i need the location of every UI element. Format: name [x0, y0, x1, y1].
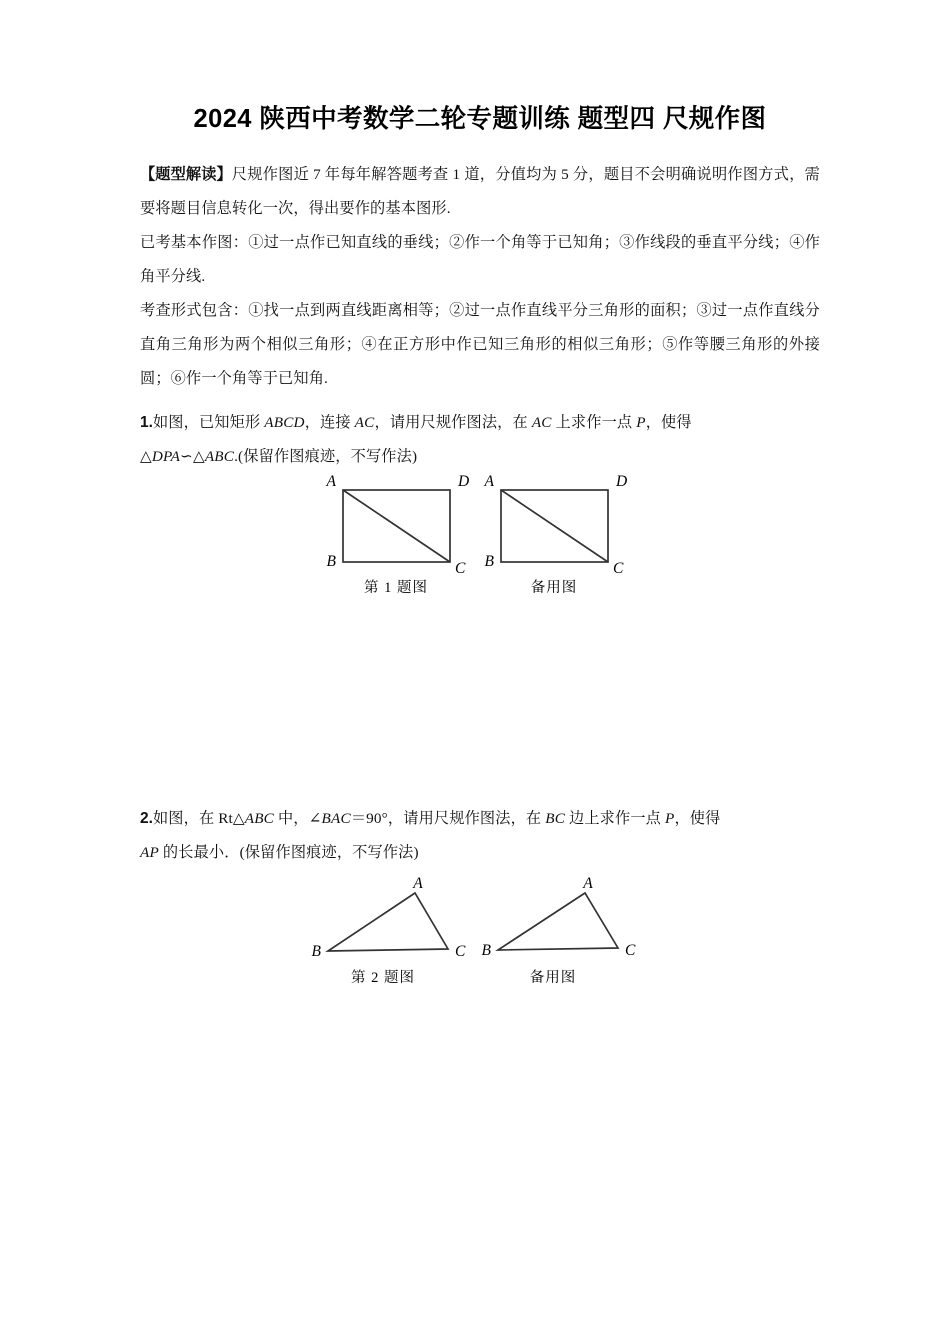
q2-figure-2	[482, 875, 636, 959]
intro-label: 【题型解读】	[140, 165, 232, 183]
q1-fig1-caption: 第 1 题图	[364, 579, 428, 596]
question-2-text-line2	[140, 836, 820, 870]
question-1-number: 1.	[140, 413, 153, 431]
q1-figure-2	[484, 474, 628, 577]
q1-triangle-dpa: △DPA	[140, 447, 181, 465]
q1-fig2-vertex-d: D	[616, 473, 628, 490]
q2-t1: 如图，在	[152, 809, 219, 827]
question-2-number: 2.	[140, 809, 153, 827]
q2-tail: 的长最小．(保留作图痕迹，不写作法)	[158, 843, 419, 861]
q2-fig1-vertex-c: C	[455, 942, 466, 960]
q2-fig2-vertex-a: A	[583, 874, 593, 892]
intro-paragraph-3: 考查形式包含：①找一点到两直线距离相等；②过一点作直线平分三角形的面积；③过一点作直线分直角三角形为两个相似三角形；④在正方形中作已知三角形的相似三角形；⑤作等腰三角形的外接圆；⑥作一个角等于已知角.	[140, 301, 820, 387]
q2-label-bc: BC	[545, 809, 566, 827]
q1-t1: 如图，已知矩形	[152, 413, 265, 431]
q2-t2: 中，	[274, 809, 309, 827]
q2-fig1-caption: 第 2 题图	[351, 969, 415, 986]
q1-label-p: P	[636, 413, 646, 431]
q1-fig1-diagonal-ac	[343, 490, 450, 562]
question-2-text	[140, 802, 820, 836]
q1-label-abcd: ABCD	[264, 413, 305, 431]
q1-t4: 上求作一点	[551, 413, 637, 431]
q1-fig2-caption: 备用图	[530, 579, 578, 596]
q1-fig1-vertex-b: B	[326, 552, 336, 570]
q2-t3: ，请用尺规作图法，在	[387, 809, 546, 827]
q2-fig1-vertex-a: A	[413, 874, 423, 892]
q2-fig2-vertex-b: B	[481, 941, 491, 959]
question-2-figures	[140, 870, 820, 988]
q2-label-rt: Rt△	[218, 809, 245, 827]
q2-t4: 边上求作一点	[565, 809, 665, 827]
answer-space-question-1	[140, 596, 820, 792]
question-1-figures	[140, 474, 820, 596]
q1-fig1-vertex-c: C	[455, 559, 466, 577]
q1-t5: ，使得	[645, 413, 692, 431]
intro-paragraph-2: 已考基本作图：①过一点作已知直线的垂线；②作一个角等于已知角；③作线段的垂直平分线；④作角平分线.	[140, 233, 820, 285]
page-title: 2024 陕西中考数学二轮专题训练 题型四 尺规作图	[193, 105, 767, 133]
q1-fig1-vertex-d: D	[458, 473, 470, 490]
q1-fig2-vertex-b: B	[484, 552, 494, 570]
q1-t3: ，请用尺规作图法，在	[374, 413, 532, 431]
q2-fig2-vertex-c: C	[625, 941, 636, 959]
q1-similar-symbol: ∽	[180, 447, 193, 465]
q2-fig2-caption: 备用图	[529, 969, 577, 986]
q1-fig2-vertex-a: A	[484, 473, 494, 490]
q1-label-ac-2: AC	[531, 413, 552, 431]
intro-block	[140, 158, 820, 396]
q1-figure-1	[326, 474, 470, 577]
q2-label-abc: ABC	[244, 809, 275, 827]
intro-paragraph-1-text: 尺规作图近 7 年每年解答题考查 1 道，分值均为 5 分，题目不会明确说明作图方式，需要将题目信息转化一次，得出要作的基本图形.	[140, 165, 820, 217]
q2-label-bac: BAC	[321, 809, 351, 827]
question-2	[140, 802, 820, 988]
q1-triangle-abc: △ABC	[192, 447, 235, 465]
q1-label-ac-1: AC	[354, 413, 375, 431]
q1-fig2-diagonal-ac	[501, 490, 608, 562]
q2-fig2-triangle	[498, 893, 618, 950]
q2-figure-svg	[140, 870, 820, 988]
q2-label-p: P	[664, 809, 675, 827]
question-1	[140, 406, 820, 596]
q1-figure-svg	[140, 474, 820, 596]
q2-fig1-vertex-b: B	[311, 942, 321, 960]
question-1-text-line2	[140, 440, 820, 474]
q1-t2: ，连接	[304, 413, 355, 431]
q2-angle-symbol: ∠	[308, 809, 322, 827]
q2-figure-1	[312, 875, 466, 960]
q1-fig1-vertex-a: A	[326, 473, 336, 490]
intro-paragraph-1	[140, 158, 820, 226]
q2-t5: ，使得	[674, 809, 721, 827]
q2-fig1-triangle	[328, 893, 448, 951]
q2-angle-value: ＝90°	[350, 809, 388, 827]
q1-fig2-vertex-c: C	[613, 559, 624, 577]
document-content	[140, 104, 820, 988]
q2-segment-ap: AP	[140, 843, 159, 861]
question-1-text	[140, 406, 820, 440]
q1-tail: .(保留作图痕迹，不写作法)	[234, 447, 418, 465]
